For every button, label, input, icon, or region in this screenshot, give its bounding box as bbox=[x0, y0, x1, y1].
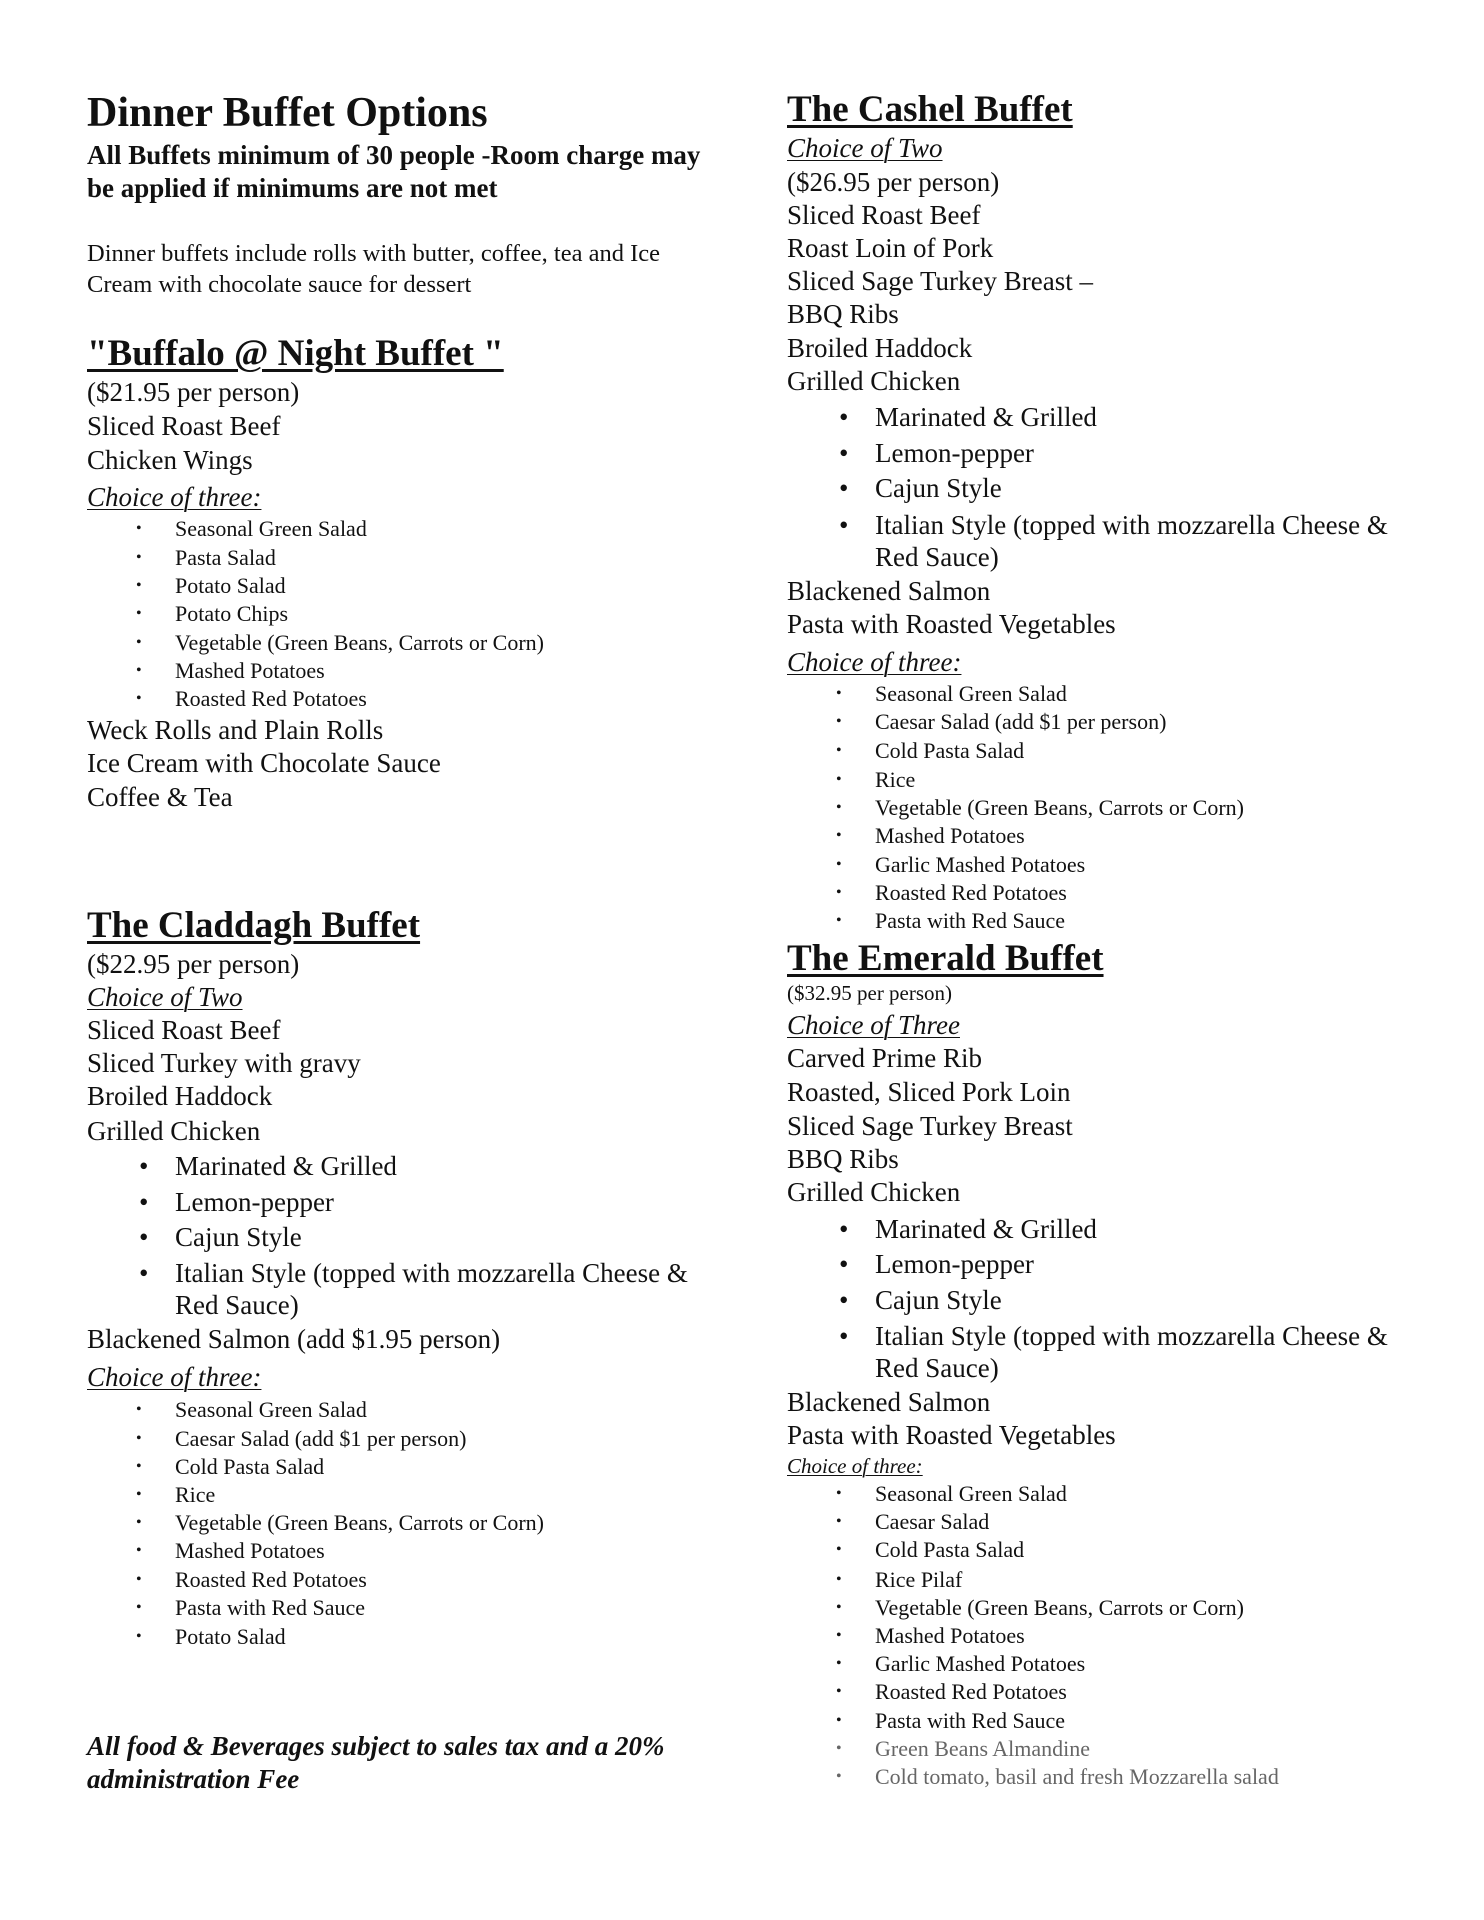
bullet-icon: • bbox=[836, 1599, 842, 1616]
side-option-text: Roasted Red Potatoes bbox=[875, 1679, 1067, 1704]
bullet-icon: • bbox=[836, 856, 842, 873]
menu-item-text: Coffee & Tea bbox=[87, 782, 233, 812]
menu-item-text: Sliced Roast Beef bbox=[87, 411, 281, 441]
chicken-style-text: Lemon-pepper bbox=[875, 438, 1034, 468]
menu-item bbox=[787, 231, 993, 265]
chicken-style-text: Marinated & Grilled bbox=[175, 1151, 397, 1181]
choice-label-text: Choice of Two bbox=[787, 133, 943, 163]
buffet-heading bbox=[87, 332, 504, 376]
side-option bbox=[136, 1453, 325, 1481]
bullet-icon: • bbox=[836, 1683, 842, 1700]
side-option-text: Rice bbox=[175, 1482, 216, 1507]
menu-item bbox=[87, 1114, 260, 1148]
chicken-style bbox=[839, 1320, 1415, 1384]
bullet-icon: • bbox=[836, 771, 842, 788]
chicken-style bbox=[839, 1284, 1415, 1316]
bullet-icon: • bbox=[836, 742, 842, 759]
menu-item-text: Grilled Chicken bbox=[787, 1177, 961, 1207]
side-option-text: Rice bbox=[875, 767, 916, 792]
bullet-icon: • bbox=[839, 1214, 849, 1244]
choice-label-text: Choice of Two bbox=[87, 982, 243, 1012]
side-option bbox=[136, 515, 367, 543]
side-option bbox=[136, 1509, 544, 1537]
menu-item-text: Broiled Haddock bbox=[787, 333, 973, 363]
chicken-style-text: Cajun Style bbox=[875, 473, 1002, 503]
menu-item bbox=[87, 375, 299, 409]
menu-item-text: ($21.95 per person) bbox=[87, 377, 300, 407]
side-option bbox=[836, 1566, 963, 1594]
bullet-icon: • bbox=[836, 1712, 842, 1729]
chicken-style bbox=[139, 1257, 715, 1321]
menu-item-text: Blackened Salmon bbox=[787, 1387, 991, 1417]
choice-label bbox=[787, 1453, 923, 1479]
menu-item-text: Roast Loin of Pork bbox=[787, 233, 994, 263]
bullet-icon: • bbox=[136, 605, 142, 622]
menu-item bbox=[787, 1075, 1070, 1109]
bullet-icon: • bbox=[136, 1599, 142, 1616]
menu-item-text: BBQ Ribs bbox=[787, 1144, 899, 1174]
chicken-style bbox=[839, 401, 1415, 433]
menu-item bbox=[787, 1142, 899, 1176]
menu-item bbox=[787, 364, 960, 398]
side-option-text: Vegetable (Green Beans, Carrots or Corn) bbox=[175, 630, 544, 655]
choice-label bbox=[87, 480, 261, 514]
menu-item bbox=[87, 1013, 280, 1047]
menu-item-text: Sliced Sage Turkey Breast bbox=[787, 1111, 1073, 1141]
bullet-icon: • bbox=[139, 1222, 149, 1252]
menu-item-text: Pasta with Roasted Vegetables bbox=[787, 609, 1116, 639]
side-option bbox=[836, 1707, 1066, 1735]
side-option-text: Mashed Potatoes bbox=[875, 1623, 1025, 1648]
side-option-text: Roasted Red Potatoes bbox=[175, 686, 367, 711]
price-label-text: ($32.95 per person) bbox=[787, 981, 953, 1005]
side-option-text: Seasonal Green Salad bbox=[875, 681, 1067, 706]
menu-item bbox=[787, 574, 990, 608]
side-option-text: Green Beans Almandine bbox=[875, 1736, 1091, 1761]
bullet-icon: • bbox=[839, 510, 849, 540]
chicken-style-text: Lemon-pepper bbox=[875, 1249, 1034, 1279]
bullet-icon: • bbox=[139, 1187, 149, 1217]
side-option bbox=[836, 851, 1086, 879]
bullet-icon: • bbox=[836, 1485, 842, 1502]
side-option-text: Pasta with Red Sauce bbox=[875, 1708, 1066, 1733]
side-option-text: Mashed Potatoes bbox=[175, 1538, 325, 1563]
side-option bbox=[836, 1735, 1091, 1763]
menu-item-text: Blackened Salmon (add $1.95 person) bbox=[87, 1324, 501, 1354]
menu-item-text: Weck Rolls and Plain Rolls bbox=[87, 715, 384, 745]
chicken-style bbox=[839, 1213, 1415, 1245]
bullet-icon: • bbox=[136, 577, 142, 594]
side-option bbox=[836, 708, 1167, 736]
menu-item bbox=[87, 780, 233, 814]
intro-text bbox=[87, 238, 692, 300]
bullet-icon: • bbox=[836, 1513, 842, 1530]
bullet-icon: • bbox=[839, 473, 849, 503]
chicken-style bbox=[839, 472, 1415, 504]
side-option-text: Seasonal Green Salad bbox=[875, 1481, 1067, 1506]
bullet-icon: • bbox=[136, 1628, 142, 1645]
bullet-icon: • bbox=[836, 884, 842, 901]
bullet-icon: • bbox=[136, 1542, 142, 1559]
side-option bbox=[136, 544, 276, 572]
bullet-icon: • bbox=[836, 1571, 842, 1588]
menu-item bbox=[787, 297, 899, 331]
bullet-icon: • bbox=[136, 549, 142, 566]
side-option bbox=[136, 1623, 286, 1651]
subtitle-text: All Buffets minimum of 30 people -Room charge may be applied if minimums are not met bbox=[87, 140, 701, 203]
bullet-icon: • bbox=[839, 438, 849, 468]
side-option bbox=[836, 1508, 990, 1536]
page-title-text: Dinner Buffet Options bbox=[87, 90, 488, 136]
side-option bbox=[136, 1481, 216, 1509]
menu-item-text: ($26.95 per person) bbox=[787, 167, 1000, 197]
bullet-icon: • bbox=[836, 1768, 842, 1785]
menu-item bbox=[87, 1079, 272, 1113]
side-option bbox=[836, 907, 1066, 935]
bullet-icon: • bbox=[836, 713, 842, 730]
menu-item bbox=[787, 165, 999, 199]
menu-item bbox=[787, 1385, 990, 1419]
footer-note-text: All food & Beverages subject to sales tax and a 20% administration Fee bbox=[87, 1731, 665, 1794]
menu-item-text: Carved Prime Rib bbox=[787, 1043, 982, 1073]
menu-item-text: Sliced Roast Beef bbox=[787, 200, 981, 230]
chicken-style bbox=[839, 437, 1415, 469]
choice-label-text: Choice of Three bbox=[787, 1010, 960, 1040]
side-option bbox=[836, 1678, 1067, 1706]
side-option-text: Potato Chips bbox=[175, 601, 289, 626]
side-option-text: Rice Pilaf bbox=[875, 1567, 963, 1592]
side-option bbox=[836, 1480, 1067, 1508]
side-option-text: Mashed Potatoes bbox=[175, 658, 325, 683]
bullet-icon: • bbox=[836, 1655, 842, 1672]
menu-item bbox=[787, 1175, 960, 1209]
side-option bbox=[836, 766, 916, 794]
menu-item-text: ($22.95 per person) bbox=[87, 949, 300, 979]
choice-label bbox=[787, 1008, 960, 1042]
choice-label-text: Choice of three: bbox=[787, 647, 962, 677]
menu-item bbox=[87, 713, 383, 747]
choice-label-text: Choice of three: bbox=[87, 1362, 262, 1392]
side-option bbox=[836, 1622, 1025, 1650]
menu-item-text: Pasta with Roasted Vegetables bbox=[787, 1420, 1116, 1450]
side-option-text: Cold Pasta Salad bbox=[875, 1537, 1025, 1562]
side-option-text: Vegetable (Green Beans, Carrots or Corn) bbox=[175, 1510, 544, 1535]
side-option bbox=[836, 1763, 1279, 1791]
choice-label bbox=[87, 980, 243, 1014]
menu-item bbox=[787, 264, 1093, 298]
side-option-text: Potato Salad bbox=[175, 1624, 286, 1649]
side-option bbox=[836, 680, 1067, 708]
buffet-heading bbox=[787, 88, 1073, 132]
buffet-heading-text: The Cashel Buffet bbox=[787, 89, 1073, 130]
bullet-icon: • bbox=[136, 662, 142, 679]
menu-item bbox=[87, 947, 299, 981]
side-option-text: Cold Pasta Salad bbox=[875, 738, 1025, 763]
menu-item-text: BBQ Ribs bbox=[787, 299, 899, 329]
bullet-icon: • bbox=[136, 520, 142, 537]
side-option bbox=[836, 737, 1025, 765]
menu-item-text: Ice Cream with Chocolate Sauce bbox=[87, 748, 441, 778]
bullet-icon: • bbox=[136, 1458, 142, 1475]
side-option-text: Cold Pasta Salad bbox=[175, 1454, 325, 1479]
side-option bbox=[136, 1425, 467, 1453]
side-option-text: Pasta with Red Sauce bbox=[875, 908, 1066, 933]
menu-item bbox=[87, 746, 441, 780]
choice-label-text: Choice of three: bbox=[787, 1454, 923, 1478]
buffet-heading-text: The Emerald Buffet bbox=[787, 938, 1104, 979]
side-option-text: Garlic Mashed Potatoes bbox=[875, 1651, 1086, 1676]
bullet-icon: • bbox=[136, 1401, 142, 1418]
intro-text-text: Dinner buffets include rolls with butter, coffee, tea and Ice Cream with chocolate sauce for dessert bbox=[87, 240, 660, 298]
menu-item-text: Broiled Haddock bbox=[87, 1081, 273, 1111]
bullet-icon: • bbox=[839, 1285, 849, 1315]
bullet-icon: • bbox=[136, 1571, 142, 1588]
bullet-icon: • bbox=[136, 1430, 142, 1447]
bullet-icon: • bbox=[839, 1321, 849, 1351]
bullet-icon: • bbox=[839, 402, 849, 432]
menu-item bbox=[787, 1041, 982, 1075]
choice-label bbox=[87, 1360, 261, 1394]
side-option-text: Seasonal Green Salad bbox=[175, 516, 367, 541]
bullet-icon: • bbox=[136, 690, 142, 707]
buffet-heading-text: "Buffalo @ Night Buffet " bbox=[87, 333, 504, 374]
side-option-text: Roasted Red Potatoes bbox=[175, 1567, 367, 1592]
bullet-icon: • bbox=[836, 1740, 842, 1757]
buffet-heading bbox=[787, 937, 1104, 981]
choice-label bbox=[787, 645, 961, 679]
menu-item-text: Grilled Chicken bbox=[87, 1116, 261, 1146]
chicken-style bbox=[839, 509, 1415, 573]
side-option-text: Vegetable (Green Beans, Carrots or Corn) bbox=[875, 795, 1244, 820]
bullet-icon: • bbox=[836, 685, 842, 702]
bullet-icon: • bbox=[839, 1249, 849, 1279]
menu-item bbox=[787, 331, 972, 365]
subtitle bbox=[87, 139, 707, 205]
side-option bbox=[836, 794, 1244, 822]
side-option bbox=[836, 879, 1067, 907]
chicken-style bbox=[139, 1221, 715, 1253]
menu-item-text: Chicken Wings bbox=[87, 445, 253, 475]
choice-label bbox=[787, 131, 943, 165]
bullet-icon: • bbox=[136, 634, 142, 651]
menu-item-text: Blackened Salmon bbox=[787, 576, 991, 606]
side-option bbox=[136, 657, 325, 685]
side-option-text: Caesar Salad (add $1 per person) bbox=[875, 709, 1167, 734]
menu-item bbox=[87, 443, 253, 477]
price-label bbox=[787, 980, 952, 1006]
chicken-style-text: Cajun Style bbox=[175, 1222, 302, 1252]
side-option-text: Caesar Salad (add $1 per person) bbox=[175, 1426, 467, 1451]
side-option-text: Seasonal Green Salad bbox=[175, 1397, 367, 1422]
footer-note bbox=[87, 1730, 677, 1796]
bullet-icon: • bbox=[139, 1258, 149, 1288]
side-option bbox=[136, 1537, 325, 1565]
side-option bbox=[136, 1566, 367, 1594]
side-option bbox=[136, 1594, 366, 1622]
side-option-text: Caesar Salad bbox=[875, 1509, 990, 1534]
side-option-text: Garlic Mashed Potatoes bbox=[875, 852, 1086, 877]
bullet-icon: • bbox=[836, 912, 842, 929]
side-option bbox=[136, 629, 544, 657]
bullet-icon: • bbox=[136, 1486, 142, 1503]
menu-item bbox=[787, 198, 980, 232]
chicken-style bbox=[839, 1248, 1415, 1280]
side-option bbox=[836, 1594, 1244, 1622]
chicken-style-text: Marinated & Grilled bbox=[875, 1214, 1097, 1244]
side-option-text: Cold tomato, basil and fresh Mozzarella salad bbox=[875, 1764, 1279, 1789]
side-option bbox=[136, 1396, 367, 1424]
bullet-icon: • bbox=[836, 1541, 842, 1558]
menu-item bbox=[787, 1109, 1073, 1143]
menu-item bbox=[787, 1418, 1116, 1452]
side-option-text: Potato Salad bbox=[175, 573, 286, 598]
chicken-style-text: Italian Style (topped with mozzarella Cheese & Red Sauce) bbox=[875, 1321, 1388, 1383]
side-option bbox=[136, 572, 286, 600]
side-option bbox=[136, 685, 367, 713]
menu-item bbox=[87, 409, 280, 443]
side-option bbox=[136, 600, 289, 628]
menu-item-text: Sliced Sage Turkey Breast – bbox=[787, 266, 1093, 296]
menu-item-text: Sliced Roast Beef bbox=[87, 1015, 281, 1045]
bullet-icon: • bbox=[139, 1151, 149, 1181]
menu-item-text: Sliced Turkey with gravy bbox=[87, 1048, 361, 1078]
side-option bbox=[836, 822, 1025, 850]
chicken-style bbox=[139, 1150, 715, 1182]
side-option-text: Pasta with Red Sauce bbox=[175, 1595, 366, 1620]
chicken-style-text: Italian Style (topped with mozzarella Cheese & Red Sauce) bbox=[175, 1258, 688, 1320]
menu-item bbox=[87, 1322, 500, 1356]
menu-item-text: Grilled Chicken bbox=[787, 366, 961, 396]
choice-label-text: Choice of three: bbox=[87, 482, 262, 512]
bullet-icon: • bbox=[836, 827, 842, 844]
menu-item bbox=[787, 607, 1116, 641]
chicken-style-text: Lemon-pepper bbox=[175, 1187, 334, 1217]
side-option-text: Roasted Red Potatoes bbox=[875, 880, 1067, 905]
side-option-text: Pasta Salad bbox=[175, 545, 276, 570]
side-option bbox=[836, 1650, 1086, 1678]
chicken-style-text: Italian Style (topped with mozzarella Cheese & Red Sauce) bbox=[875, 510, 1388, 572]
chicken-style-text: Cajun Style bbox=[875, 1285, 1002, 1315]
bullet-icon: • bbox=[136, 1514, 142, 1531]
buffet-heading bbox=[87, 904, 420, 948]
page-title bbox=[87, 88, 488, 138]
menu-item bbox=[87, 1046, 361, 1080]
side-option-text: Mashed Potatoes bbox=[875, 823, 1025, 848]
chicken-style bbox=[139, 1186, 715, 1218]
side-option-text: Vegetable (Green Beans, Carrots or Corn) bbox=[875, 1595, 1244, 1620]
bullet-icon: • bbox=[836, 799, 842, 816]
buffet-heading-text: The Claddagh Buffet bbox=[87, 905, 421, 946]
chicken-style-text: Marinated & Grilled bbox=[875, 402, 1097, 432]
side-option bbox=[836, 1536, 1025, 1564]
menu-item-text: Roasted, Sliced Pork Loin bbox=[787, 1077, 1071, 1107]
bullet-icon: • bbox=[836, 1627, 842, 1644]
